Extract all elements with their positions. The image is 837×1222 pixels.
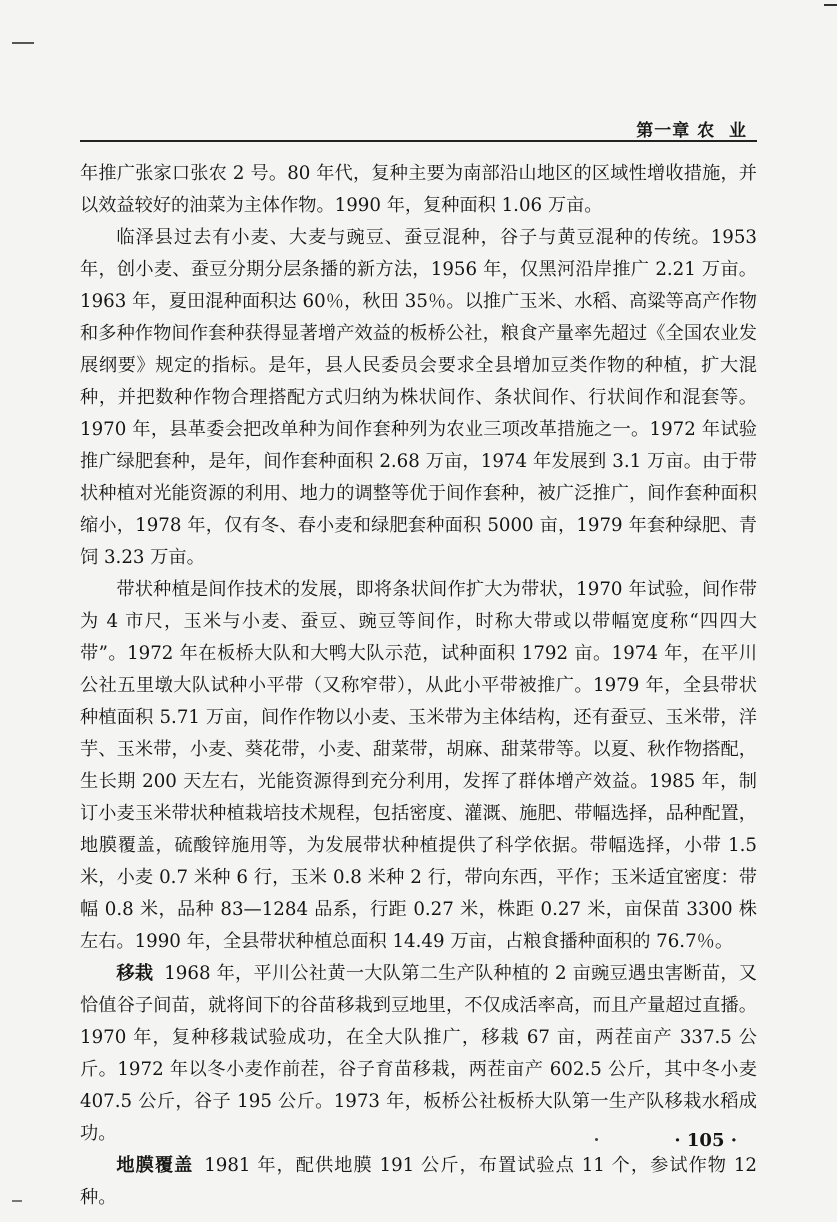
section-lead-heading: 移栽 <box>116 963 154 984</box>
body-paragraph <box>80 158 757 222</box>
scan-speck <box>595 1138 598 1141</box>
page-body <box>80 158 757 1214</box>
paragraph-text: 带状种植是间作技术的发展，即将条状间作扩大为带状，1970 年试验，间作带为 4 市尺，玉米与小麦、蚕豆、豌豆等间作，时称大带或以带幅宽度称“四四大带”。1972 年在板桥大队和大鸭大队示范，试种面积 1792 亩。1974 年，在平川公社五里墩大队试种小平带（又称窄带），从此小平带被推广。1979 年，全县带状种植面积 5.71 万亩，间作作物以小麦、玉米带为主体结构，还有蚕豆、玉米带，洋芋、玉米带，小麦、葵花带，小麦、甜菜带，胡麻、甜菜带等。以夏、秋作物搭配，生长期 200 天左右，光能资源得到充分利用，发挥了群体增产效益。1985 年，制订小麦玉米带状种植栽培技术规程，包括密度、灌溉、施肥、带幅选择，品种配置，地膜覆盖，硫酸锌施用等，为发展带状种植提供了科学依据。带幅选择，小带 1.5 米，小麦 0.7 米种 6 行，玉米 0.8 米种 2 行，带向东西，平作；玉米适宜密度：带幅 0.8 米，品种 83—1284 品系，行距 0.27 米，株距 0.27 米，亩保苗 3300 株左右。1990 年，全县带状种植总面积 14.49 万亩，占粮食播种面积的 76.7％。 <box>80 579 757 952</box>
page-number: · 105 · <box>674 1130 737 1151</box>
paragraph-text: 1981 年，配供地膜 191 公斤，布置试验点 11 个，参试作物 12 种。 <box>80 1155 757 1208</box>
scan-corner-mark <box>824 4 837 14</box>
section-lead-heading: 地膜覆盖 <box>116 1155 194 1176</box>
paragraph-text: 临泽县过去有小麦、大麦与豌豆、蚕豆混种，谷子与黄豆混种的传统。1953 年，创小麦、蚕豆分期分层条播的新方法，1956 年，仅黑河沿岸推广 2.21 万亩。1963 年，夏田混种面积达 60％，秋田 35％。以推广玉米、水稻、高粱等高产作物和多种作物间作套种获得显著增产效益的板桥公社，粮食产量率先超过《全国农业发展纲要》规定的指标。是年，县人民委员会要求全县增加豆类作物的种植，扩大混种，并把数种作物合理搭配方式归纳为株状间作、条状间作、行状间作和混套等。1970 年，县革委会把改单种为间作套种列为农业三项改革措施之一。1972 年试验推广绿肥套种，是年，间作套种面积 2.68 万亩，1974 年发展到 3.1 万亩。由于带状种植对光能资源的利用、地力的调整等优于间作套种，被广泛推广，间作套种面积缩小，1978 年，仅有冬、春小麦和绿肥套种面积 5000 亩，1979 年套种绿肥、青饲 3.23 万亩。 <box>80 227 757 568</box>
scan-edge-mark <box>12 42 34 44</box>
section-paragraph-plastic-mulch <box>80 1150 757 1214</box>
scan-edge-mark <box>12 1200 22 1202</box>
section-paragraph-transplanting <box>80 958 757 1150</box>
body-paragraph <box>80 222 757 574</box>
running-header <box>80 112 757 142</box>
paragraph-text: 1968 年，平川公社黄一大队第二生产队种植的 2 亩豌豆遇虫害断苗，又恰值谷子间苗，就将间下的谷苗移栽到豆地里，不仅成活率高，而且产量超过直播。1970 年，复种移栽试验成功，在全大队推广，移栽 67 亩，两茬亩产 337.5 公斤。1972 年以冬小麦作前茬，谷子育苗移栽，两茬亩产 602.5 公斤，其中冬小麦 407.5 公斤，谷子 195 公斤。1973 年，板桥公社板桥大队第一生产队移栽水稻成功。 <box>80 963 757 1144</box>
body-paragraph <box>80 574 757 958</box>
paragraph-text: 年推广张家口张农 2 号。80 年代，复种主要为南部沿山地区的区域性增收措施，并以效益较好的油菜为主体作物。1990 年，复种面积 1.06 万亩。 <box>80 163 757 216</box>
chapter-title: 第一章 农 业 <box>636 121 747 141</box>
